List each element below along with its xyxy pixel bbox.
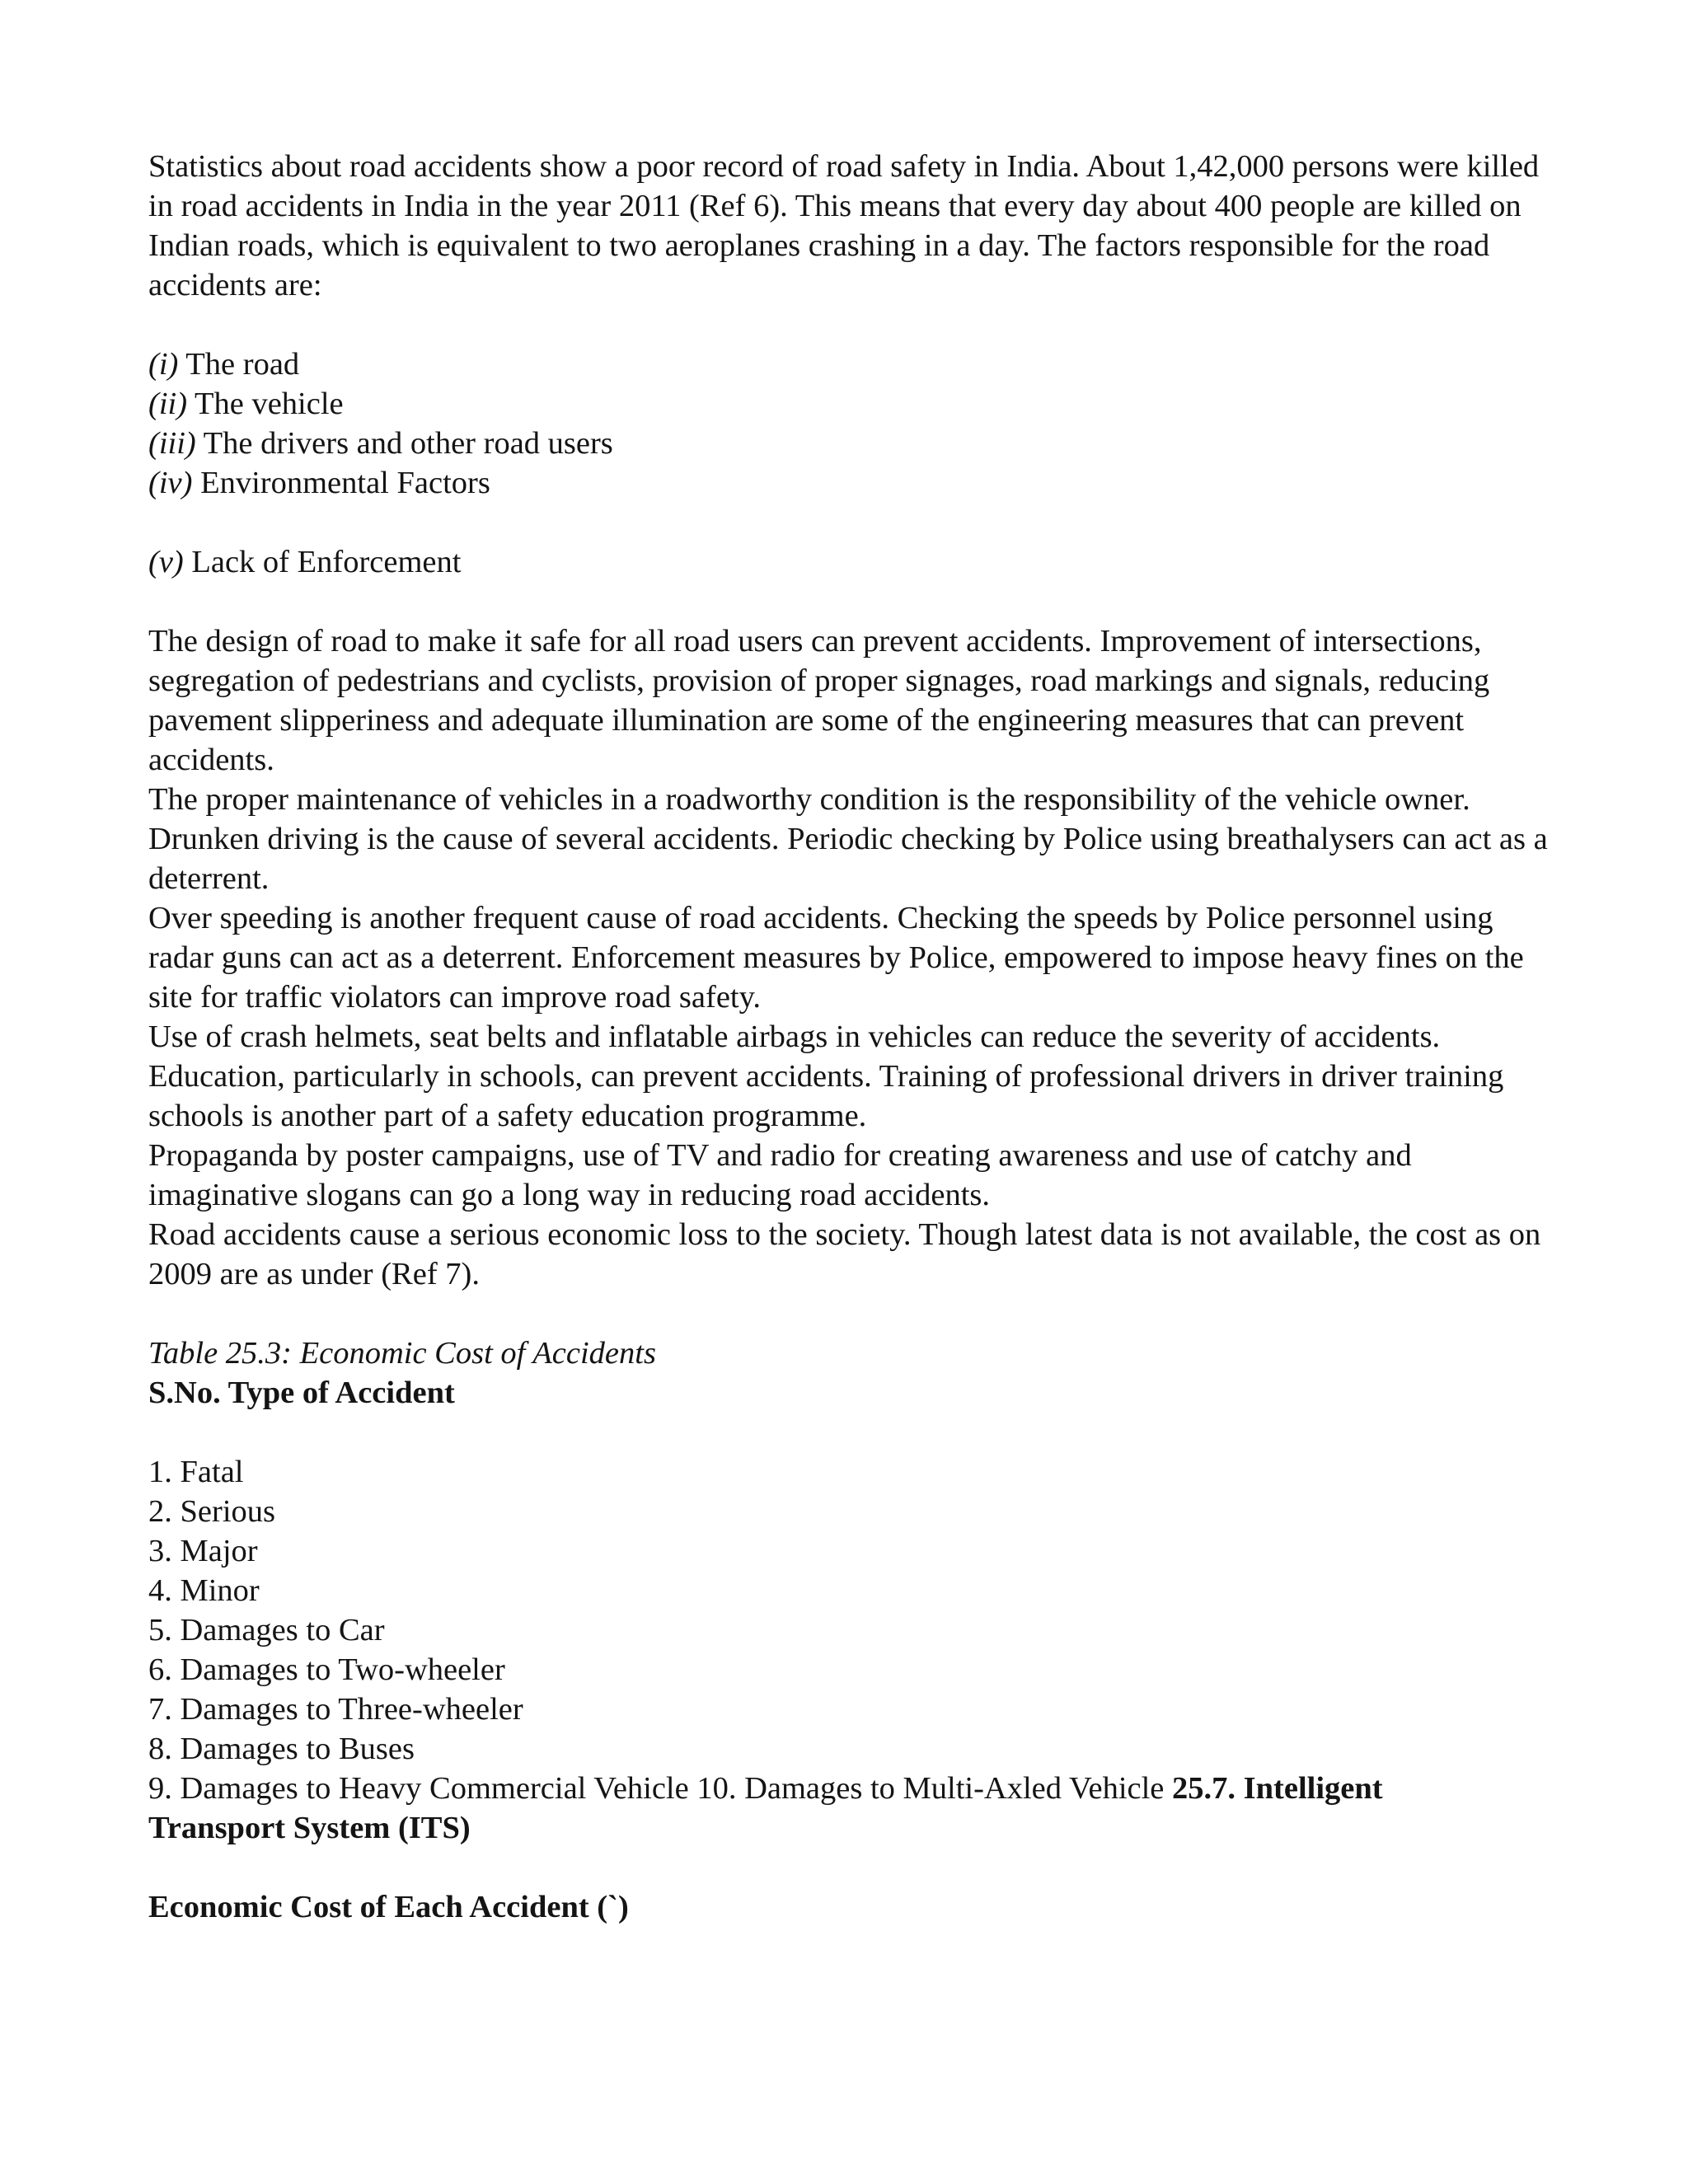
body-paragraph: The design of road to make it safe for all road users can prevent accidents. Improvement of intersections, segregation of pedestrians and cyclists, provision of proper signages, road markings and signals, reducing pavement slipperiness and adequate illumination are some of the engineering measures that can prevent accidents.	[148, 624, 1490, 777]
table-caption: Table 25.3: Economic Cost of Accidents	[148, 1336, 656, 1371]
section-heading: 25.7. Intelligent Transport System (ITS)	[148, 1771, 1383, 1845]
body-paragraph: Education, particularly in schools, can prevent accidents. Training of professional drivers in driver training schools is another part of a safety education programme.	[148, 1059, 1504, 1133]
body-paragraph: Use of crash helmets, seat belts and inflatable airbags in vehicles can reduce the severity of accidents.	[148, 1019, 1441, 1054]
cost-heading: Economic Cost of Each Accident (`)	[148, 1890, 629, 1924]
spacer	[148, 1413, 1550, 1452]
accident-type-row	[148, 1769, 1451, 1848]
accident-type-last-row: 9. Damages to Heavy Commercial Vehicle 10. Damages to Multi-Axled Vehicle	[148, 1771, 1173, 1806]
spacer	[148, 305, 1550, 344]
body-paragraph: Over speeding is another frequent cause of road accidents. Checking the speeds by Police personnel using radar guns can act as a deterrent. Enforcement measures by Police, empowered to impose heavy fines on the site for traffic violators can improve road safety.	[148, 901, 1524, 1015]
spacer	[148, 582, 1550, 621]
spacer	[148, 1848, 1550, 1887]
accident-type-row: 8. Damages to Buses	[148, 1732, 415, 1766]
spacer	[148, 503, 1550, 542]
factor-item	[148, 424, 1550, 463]
factor-text: Environmental Factors	[192, 466, 490, 500]
factor-text: The vehicle	[187, 387, 344, 421]
factor-item	[148, 463, 1550, 503]
factor-text: Lack of Enforcement	[183, 545, 462, 579]
accident-type-row: 7. Damages to Three-wheeler	[148, 1692, 523, 1727]
factor-number: (iv)	[148, 466, 193, 500]
document-page	[148, 147, 1550, 1927]
accident-type-row: 3. Major	[148, 1534, 258, 1568]
accident-type-row: 1. Fatal	[148, 1455, 244, 1489]
body-paragraph: Drunken driving is the cause of several accidents. Periodic checking by Police using breathalysers can act as a deterrent.	[148, 822, 1548, 896]
factor-list	[148, 344, 1550, 582]
factor-number: (iii)	[148, 426, 196, 461]
accident-type-row: 6. Damages to Two-wheeler	[148, 1652, 505, 1687]
table-header: S.No. Type of Accident	[148, 1376, 455, 1410]
factor-text: The drivers and other road users	[195, 426, 613, 461]
factor-number: (i)	[148, 347, 179, 382]
body-paragraph: The proper maintenance of vehicles in a roadworthy condition is the responsibility of the vehicle owner.	[148, 782, 1470, 817]
accident-type-row: 4. Minor	[148, 1573, 260, 1608]
factor-text: The road	[178, 347, 300, 382]
accident-type-row: 5. Damages to Car	[148, 1613, 385, 1647]
accident-type-list	[148, 1452, 1550, 1848]
factor-number: (v)	[148, 545, 184, 579]
factor-item	[148, 384, 1550, 424]
accident-type-row: 2. Serious	[148, 1494, 275, 1529]
factor-item	[148, 344, 1550, 384]
factor-number: (ii)	[148, 387, 188, 421]
body-paragraph: Road accidents cause a serious economic loss to the society. Though latest data is not available, the cost as on 2009 are as under (Ref 7).	[148, 1217, 1541, 1291]
spacer	[148, 1294, 1550, 1333]
intro-paragraph: Statistics about road accidents show a poor record of road safety in India. About 1,42,000 persons were killed in road accidents in India in the year 2011 (Ref 6). This means that every day about 400 people are killed on Indian roads, which is equivalent to two aeroplanes crashing in a day. The factors responsible for the road accidents are:	[148, 149, 1540, 302]
factor-item	[148, 542, 1550, 582]
body-paragraph: Propaganda by poster campaigns, use of TV and radio for creating awareness and use of catchy and imaginative slogans can go a long way in reducing road accidents.	[148, 1138, 1412, 1212]
